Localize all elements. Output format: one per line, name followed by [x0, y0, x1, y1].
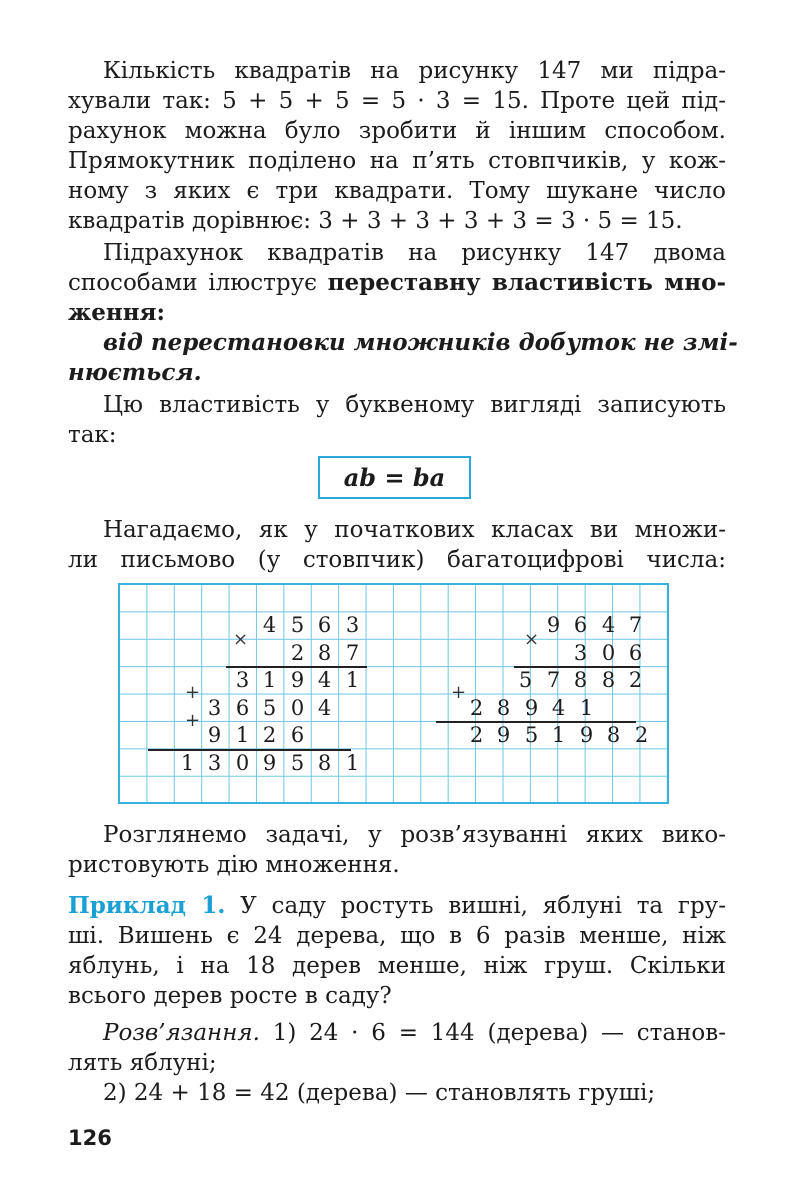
digit: 5: [262, 696, 277, 720]
digit: 6: [628, 641, 643, 665]
digit: 3: [207, 751, 222, 775]
digit: 0: [290, 696, 305, 720]
digit: 9: [524, 696, 539, 720]
property-term: переставну властивість мно-: [327, 269, 726, 296]
digit: 1: [345, 668, 360, 692]
paragraph1-line5: ному з яких є три квадрати. Тому шукане число: [68, 178, 726, 204]
formula-text: ab = ba: [343, 463, 446, 492]
digit: 2: [469, 696, 484, 720]
paragraph2-line2: [68, 268, 726, 298]
example-line1-text: У саду ростуть вишні, яблуні та гру-: [225, 893, 726, 919]
digit: 0: [601, 641, 616, 665]
digit: 8: [317, 641, 332, 665]
rule-line2-text: нюється: [68, 359, 194, 386]
digit: 1: [579, 696, 594, 720]
digit: 8: [317, 751, 332, 775]
multiplication-grid: [118, 583, 669, 804]
digit: 5: [518, 668, 533, 692]
digit: 7: [345, 641, 360, 665]
rule-line2: [68, 358, 726, 388]
solution-line2: лять яблуні;: [68, 1050, 217, 1076]
paragraph3-line1: Цю властивість у буквеному вигляді записують: [103, 392, 726, 418]
digit: 1: [345, 751, 360, 775]
digit: 7: [546, 668, 561, 692]
digit: 4: [262, 613, 277, 637]
rule-period: .: [193, 359, 202, 386]
digit: 4: [317, 696, 332, 720]
digit: 1: [262, 668, 277, 692]
digit: 8: [601, 668, 616, 692]
digit: 1: [180, 751, 195, 775]
digit: 6: [317, 613, 332, 637]
digit: 0: [235, 751, 250, 775]
formula-box: [318, 456, 471, 499]
digit: 9: [579, 723, 594, 747]
digit: 4: [551, 696, 566, 720]
digit: 9: [207, 723, 222, 747]
paragraph1-line6: квадратів дорівнює: 3 + 3 + 3 + 3 + 3 = 3 · 5 = 15.: [68, 208, 683, 234]
digit: 5: [290, 613, 305, 637]
rule-line1: від перестановки множників добуток не змі-: [103, 329, 738, 356]
digit: 5: [290, 751, 305, 775]
colon: :: [156, 299, 166, 326]
paragraph3-line2: так:: [68, 422, 117, 448]
paragraph1-line3: рахунок можна було зробити й іншим способом.: [68, 118, 726, 144]
left-times-sign: ×: [233, 629, 249, 650]
digit: 1: [235, 723, 250, 747]
digit: 2: [290, 641, 305, 665]
example-line3: яблунь, і на 18 дерев менше, ніж груш. Скільки: [68, 953, 726, 979]
paragraph4-line2: ли письмово (у стовпчик) багатоцифрові числа:: [68, 547, 726, 573]
right-plus-sign: +: [451, 682, 467, 703]
paragraph5-line1: Розглянемо задачі, у розв’язуванні яких вико-: [103, 822, 726, 848]
example-line2: ші. Вишень є 24 дерева, що в 6 разів менше, ніж: [68, 923, 726, 949]
digit: 5: [524, 723, 539, 747]
solution-label: Розв’язання.: [103, 1020, 260, 1046]
digit: 6: [235, 696, 250, 720]
solution-line3: 2) 24 + 18 = 42 (дерева) — становлять груші;: [103, 1080, 656, 1106]
digit: 3: [573, 641, 588, 665]
example-line4: всього дерев росте в саду?: [68, 983, 392, 1009]
paragraph2-line1: Підрахунок квадратів на рисунку 147 двома: [103, 240, 726, 266]
digit: 2: [628, 668, 643, 692]
digit: 9: [496, 723, 511, 747]
digit: 8: [606, 723, 621, 747]
digit: 9: [290, 668, 305, 692]
digit: 7: [628, 613, 643, 637]
digit: 9: [546, 613, 561, 637]
paragraph1-line4: Прямокутник поділено на п’ять стовпчиків, у кож-: [68, 148, 726, 174]
property-term-end: ження: [68, 299, 157, 326]
paragraph2-line2-text: способами ілюструє: [68, 270, 328, 296]
paragraph5-line2: ристовують дію множення.: [68, 852, 400, 878]
digit: 4: [601, 613, 616, 637]
solution-line1: [103, 1018, 726, 1048]
digit: 3: [345, 613, 360, 637]
example-line1: [68, 891, 726, 921]
digit: 3: [235, 668, 250, 692]
digit: 2: [634, 723, 649, 747]
solution-line1-text: 1) 24 · 6 = 144 (дерева) — станов-: [259, 1020, 726, 1046]
page-number: 126: [68, 1126, 112, 1150]
left-plus-sign-2: +: [185, 710, 201, 731]
digit: 1: [551, 723, 566, 747]
digit: 6: [573, 613, 588, 637]
paragraph4-line1: Нагадаємо, як у початкових класах ви множи-: [103, 517, 726, 543]
paragraph1-line1: Кількість квадратів на рисунку 147 ми підра-: [103, 58, 726, 84]
digit: 2: [262, 723, 277, 747]
paragraph2-line3: [68, 298, 726, 328]
digit: 8: [573, 668, 588, 692]
digit: 9: [262, 751, 277, 775]
example-label: Приклад 1.: [68, 892, 226, 919]
right-times-sign: ×: [524, 629, 540, 650]
digit: 4: [317, 668, 332, 692]
left-plus-sign-1: +: [185, 682, 201, 703]
digit: 2: [469, 723, 484, 747]
digit: 6: [290, 723, 305, 747]
digit: 8: [496, 696, 511, 720]
digit: 3: [207, 696, 222, 720]
paragraph1-line2: хували так: 5 + 5 + 5 = 5 · 3 = 15. Проте цей під-: [68, 88, 726, 114]
